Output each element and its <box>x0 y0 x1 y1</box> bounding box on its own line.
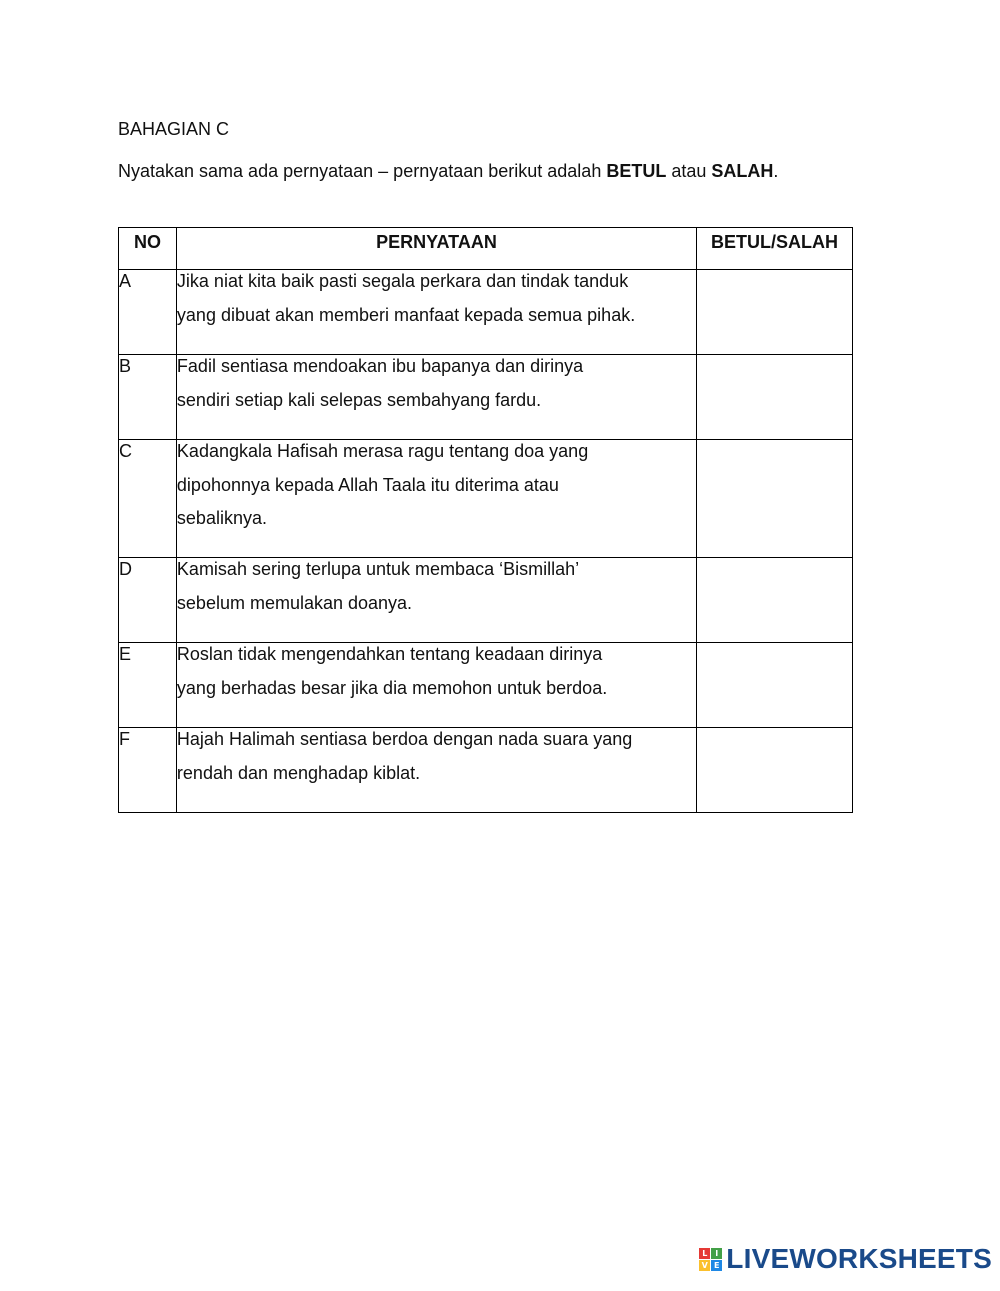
statement-cell <box>176 558 696 643</box>
statements-table <box>118 227 853 813</box>
row-label: C <box>119 440 177 558</box>
instruction-bold-salah: SALAH <box>711 161 774 181</box>
header-no: NO <box>119 228 177 270</box>
table-row <box>119 440 853 558</box>
statement-line: Roslan tidak mengendahkan tentang keadaan dirinya <box>176 644 603 664</box>
instruction-part: Nyatakan sama ada pernyataan – pernyataan berikut adalah <box>118 161 607 181</box>
statement-line: rendah dan menghadap kiblat. <box>176 762 421 783</box>
instruction-part: atau <box>666 161 712 181</box>
row-label: A <box>119 270 177 355</box>
statement-cell <box>176 643 696 728</box>
statement-line: yang berhadas besar jika dia memohon untuk berdoa. <box>176 677 608 698</box>
logo-square: L <box>699 1248 710 1259</box>
statement-line: Hajah Halimah sentiasa berdoa dengan nada suara yang <box>176 729 633 749</box>
statement-line: sebaliknya. <box>176 508 267 528</box>
table-row <box>119 728 853 813</box>
statement-line: dipohonnya kepada Allah Taala itu diterima atau <box>176 474 559 495</box>
statement-line: Kadangkala Hafisah merasa ragu tentang doa yang <box>176 441 589 461</box>
logo-square: V <box>699 1260 710 1271</box>
answer-cell[interactable] <box>697 270 853 355</box>
statement-line: Jika niat kita baik pasti segala perkara dan tindak tanduk <box>176 271 629 291</box>
answer-cell[interactable] <box>697 558 853 643</box>
table-header-row <box>119 228 853 270</box>
brand-text: LIVEWORKSHEETS <box>726 1243 992 1274</box>
section-title: BAHAGIAN C <box>118 119 230 139</box>
liveworksheets-logo-icon <box>699 1248 722 1271</box>
statement-cell <box>176 728 696 813</box>
statement-cell <box>176 270 696 355</box>
statement-line: yang dibuat akan memberi manfaat kepada semua pihak. <box>176 304 636 325</box>
logo-square: E <box>711 1260 722 1271</box>
logo-square: I <box>711 1248 722 1259</box>
statement-line: sebelum memulakan doanya. <box>176 592 413 613</box>
answer-cell[interactable] <box>697 643 853 728</box>
instruction-bold-betul: BETUL <box>606 161 667 181</box>
answer-cell[interactable] <box>697 355 853 440</box>
table-row <box>119 643 853 728</box>
table-row <box>119 355 853 440</box>
row-label: E <box>119 643 177 728</box>
instruction-text <box>118 160 778 182</box>
statement-cell <box>176 355 696 440</box>
instruction-part: . <box>773 161 779 181</box>
row-label: F <box>119 728 177 813</box>
header-statement: PERNYATAAN <box>176 228 696 270</box>
statement-line: Fadil sentiasa mendoakan ibu bapanya dan dirinya <box>176 356 584 376</box>
header-answer: BETUL/SALAH <box>697 228 853 270</box>
statement-cell <box>176 440 696 558</box>
table-row <box>119 558 853 643</box>
row-label: D <box>119 558 177 643</box>
liveworksheets-brand <box>699 1243 992 1275</box>
answer-cell[interactable] <box>697 728 853 813</box>
answer-cell[interactable] <box>697 440 853 558</box>
row-label: B <box>119 355 177 440</box>
statement-line: sendiri setiap kali selepas sembahyang fardu. <box>176 389 542 410</box>
table-row <box>119 270 853 355</box>
statement-line: Kamisah sering terlupa untuk membaca ‘Bismillah’ <box>176 559 580 579</box>
